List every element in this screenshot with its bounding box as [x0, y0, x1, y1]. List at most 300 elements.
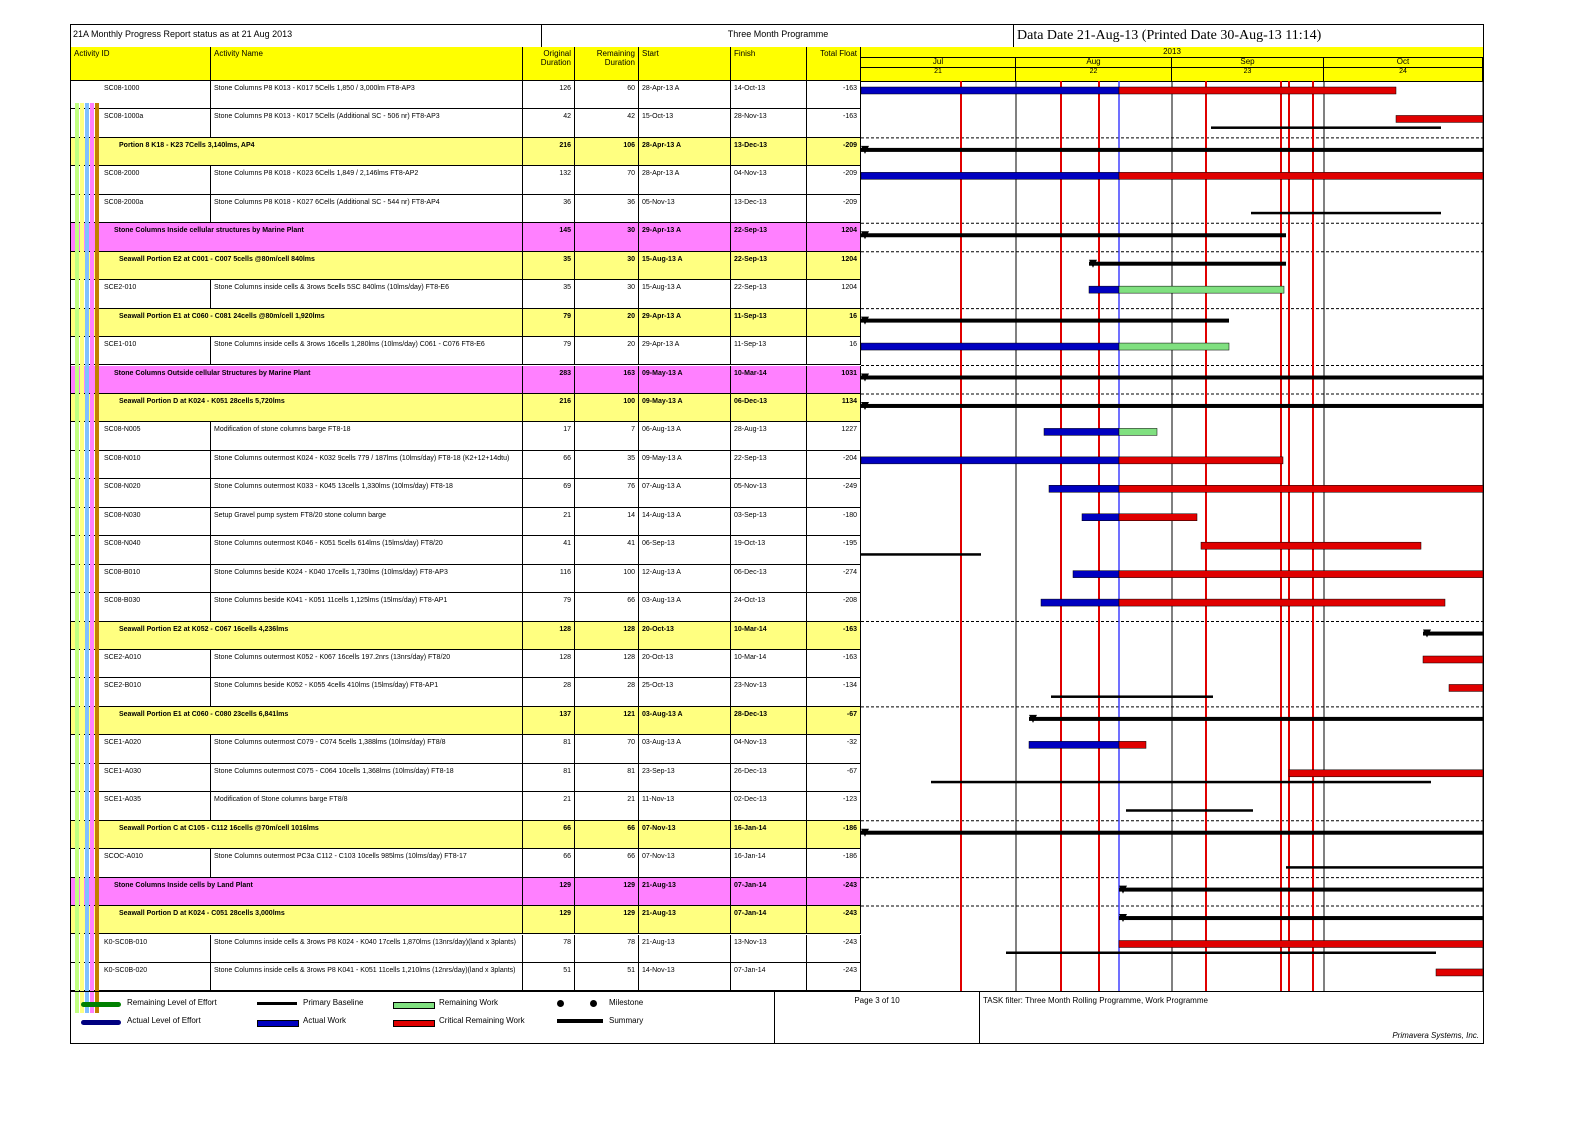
cell-name: Stone Columns beside K052 - K055 4cells 410lms (15lms/day) FT8-AP1 — [211, 678, 523, 705]
cell-name: Modification of stone columns barge FT8-18 — [211, 422, 523, 449]
cell-tf: -163 — [807, 622, 861, 649]
legend-remaining-loe: Remaining Level of Effort — [127, 998, 217, 1007]
cell-od: 21 — [523, 792, 575, 819]
cell-name: Seawall Portion E1 at C060 - C080 23cells 6,841lms — [116, 707, 523, 734]
activity-row[interactable] — [71, 536, 861, 564]
baseline-bar — [931, 781, 1431, 784]
cell-od: 126 — [523, 81, 575, 108]
summary-bar — [861, 148, 1483, 152]
cell-start: 21-Aug-13 — [639, 935, 731, 962]
cell-od: 216 — [523, 138, 575, 165]
critical-remaining-bar — [1119, 485, 1483, 492]
cell-finish: 07-Jan-14 — [731, 963, 807, 990]
cell-od: 81 — [523, 735, 575, 762]
wbs-summary-row[interactable] — [71, 223, 861, 251]
cell-finish: 22-Sep-13 — [731, 280, 807, 307]
cell-rd: 7 — [575, 422, 639, 449]
actual-work-bar — [861, 172, 1119, 179]
remaining-loe-swatch — [81, 1002, 121, 1007]
cell-start: 29-Apr-13 A — [639, 309, 731, 336]
legend-actual-loe: Actual Level of Effort — [127, 1016, 201, 1025]
activity-row[interactable] — [71, 593, 861, 621]
cell-start: 15-Aug-13 A — [639, 252, 731, 279]
activity-row[interactable] — [71, 792, 861, 820]
cell-tf: -243 — [807, 963, 861, 990]
cell-start: 28-Apr-13 A — [639, 138, 731, 165]
cell-od: 128 — [523, 650, 575, 677]
wbs-summary-row[interactable] — [71, 707, 861, 735]
cell-rd: 78 — [575, 935, 639, 962]
cell-start: 29-Apr-13 A — [639, 337, 731, 364]
cell-start: 15-Aug-13 A — [639, 280, 731, 307]
actual-work-bar — [861, 343, 1119, 350]
cell-name: Stone Columns Inside cells by Land Plant — [111, 878, 523, 905]
wbs-summary-row[interactable] — [71, 138, 861, 166]
cell-rd: 51 — [575, 963, 639, 990]
cell-od: 79 — [523, 593, 575, 620]
cell-tf: -249 — [807, 479, 861, 506]
col-header-activity-name[interactable]: Activity Name — [211, 47, 523, 81]
timescale-week: 24 — [1324, 68, 1483, 81]
cell-finish: 11-Sep-13 — [731, 337, 807, 364]
cell-rd: 66 — [575, 849, 639, 876]
wbs-summary-row[interactable] — [71, 622, 861, 650]
activity-row[interactable] — [71, 109, 861, 137]
cell-finish: 16-Jan-14 — [731, 849, 807, 876]
cell-finish: 16-Jan-14 — [731, 821, 807, 848]
cell-tf: 1227 — [807, 422, 861, 449]
cell-name: Setup Gravel pump system FT8/20 stone column barge — [211, 508, 523, 535]
cell-id: K0-SC0B-020 — [101, 963, 211, 990]
cell-od: 36 — [523, 195, 575, 222]
cell-start: 29-Apr-13 A — [639, 223, 731, 250]
baseline-bar — [1286, 866, 1483, 869]
cell-finish: 13-Dec-13 — [731, 138, 807, 165]
cell-rd: 20 — [575, 337, 639, 364]
cell-tf: 1204 — [807, 252, 861, 279]
cell-finish: 24-Oct-13 — [731, 593, 807, 620]
programme-title: Three Month Programme — [543, 25, 1014, 47]
cell-rd: 128 — [575, 650, 639, 677]
timescale-week: 21 — [861, 68, 1016, 81]
cell-tf: 1204 — [807, 280, 861, 307]
legend-actual-work: Actual Work — [303, 1016, 346, 1025]
cell-rd: 129 — [575, 878, 639, 905]
cell-od: 129 — [523, 878, 575, 905]
summary-bar — [1423, 632, 1483, 636]
cell-id: SC08-1000 — [101, 81, 211, 108]
cell-id: SC08-N030 — [101, 508, 211, 535]
cell-name: Stone Columns Outside cellular Structures by Marine Plant — [111, 366, 523, 393]
cell-finish: 11-Sep-13 — [731, 309, 807, 336]
summary-bar — [861, 233, 1286, 237]
cell-tf: -67 — [807, 764, 861, 791]
baseline-swatch — [257, 1002, 297, 1005]
activity-row[interactable] — [71, 451, 861, 479]
activity-row[interactable] — [71, 166, 861, 194]
cell-rd: 41 — [575, 536, 639, 563]
cell-start: 20-Oct-13 — [639, 650, 731, 677]
cell-start: 15-Oct-13 — [639, 109, 731, 136]
cell-od: 79 — [523, 309, 575, 336]
cell-rd: 28 — [575, 678, 639, 705]
critical-remaining-bar — [1119, 741, 1146, 748]
summary-bar — [861, 831, 1483, 835]
remaining-work-bar — [1119, 343, 1229, 350]
cell-rd: 36 — [575, 195, 639, 222]
wbs-summary-row[interactable] — [71, 394, 861, 422]
timescale-month: Oct — [1324, 57, 1483, 68]
cell-finish: 28-Aug-13 — [731, 422, 807, 449]
summary-swatch — [557, 1019, 603, 1023]
cell-start: 14-Nov-13 — [639, 963, 731, 990]
cell-start: 03-Aug-13 A — [639, 735, 731, 762]
cell-id: SC08-N040 — [101, 536, 211, 563]
remaining-work-swatch — [393, 1002, 435, 1009]
cell-od: 51 — [523, 963, 575, 990]
legend-critical-remaining-work: Critical Remaining Work — [439, 1016, 525, 1025]
critical-remaining-bar — [1119, 571, 1483, 578]
cell-start: 09-May-13 A — [639, 394, 731, 421]
cell-finish: 07-Jan-14 — [731, 906, 807, 933]
cell-rd: 30 — [575, 223, 639, 250]
cell-finish: 04-Nov-13 — [731, 735, 807, 762]
cell-id: SCE2-A010 — [101, 650, 211, 677]
cell-start: 11-Nov-13 — [639, 792, 731, 819]
cell-name: Stone Columns outermost C079 - C074 5cells 1,388lms (10lms/day) FT8/8 — [211, 735, 523, 762]
activity-row[interactable] — [71, 280, 861, 308]
milestone-swatch — [557, 1000, 597, 1008]
critical-remaining-bar — [1423, 656, 1483, 663]
cell-id: SCE1-A035 — [101, 792, 211, 819]
cell-finish: 26-Dec-13 — [731, 764, 807, 791]
cell-start: 20-Oct-13 — [639, 622, 731, 649]
cell-tf: -67 — [807, 707, 861, 734]
vendor-label: Primavera Systems, Inc. — [1392, 1031, 1479, 1040]
cell-id: SC08-B010 — [101, 565, 211, 592]
cell-tf: -186 — [807, 821, 861, 848]
cell-od: 66 — [523, 451, 575, 478]
wbs-summary-row[interactable] — [71, 366, 861, 394]
cell-rd: 14 — [575, 508, 639, 535]
cell-tf: -209 — [807, 138, 861, 165]
actual-work-bar — [1041, 599, 1119, 606]
critical-remaining-bar — [1119, 941, 1483, 948]
cell-name: Stone Columns outermost K052 - K067 16cells 197.2nrs (13nrs/day) FT8/20 — [211, 650, 523, 677]
critical-remaining-bar — [1289, 770, 1483, 777]
activity-row[interactable] — [71, 849, 861, 877]
wbs-summary-row[interactable] — [71, 906, 861, 934]
cell-start: 23-Sep-13 — [639, 764, 731, 791]
cell-rd: 70 — [575, 166, 639, 193]
cell-id: SC08-1000a — [101, 109, 211, 136]
summary-bar — [861, 376, 1483, 380]
activity-row[interactable] — [71, 337, 861, 365]
cell-od: 145 — [523, 223, 575, 250]
timescale-month: Jul — [861, 57, 1016, 68]
actual-work-swatch — [257, 1020, 299, 1027]
cell-start: 07-Nov-13 — [639, 821, 731, 848]
timescale-week: 22 — [1016, 68, 1172, 81]
cell-start: 21-Aug-13 — [639, 878, 731, 905]
wbs-summary-row[interactable] — [71, 252, 861, 280]
cell-finish: 04-Nov-13 — [731, 166, 807, 193]
activity-row[interactable] — [71, 508, 861, 536]
activity-row[interactable] — [71, 81, 861, 109]
critical-remaining-bar — [1119, 87, 1396, 94]
baseline-bar — [1126, 809, 1253, 812]
activity-row[interactable] — [71, 565, 861, 593]
cell-tf: -243 — [807, 878, 861, 905]
cell-name: Stone Columns outermost K033 - K045 13cells 1,330lms (10lms/day) FT8-18 — [211, 479, 523, 506]
cell-od: 283 — [523, 366, 575, 393]
cell-start: 28-Apr-13 A — [639, 166, 731, 193]
cell-od: 17 — [523, 422, 575, 449]
cell-tf: -163 — [807, 650, 861, 677]
cell-finish: 10-Mar-14 — [731, 622, 807, 649]
cell-finish: 13-Nov-13 — [731, 935, 807, 962]
cell-od: 42 — [523, 109, 575, 136]
cell-start: 06-Aug-13 A — [639, 422, 731, 449]
baseline-bar — [1211, 126, 1441, 129]
cell-od: 21 — [523, 508, 575, 535]
cell-rd: 100 — [575, 565, 639, 592]
cell-name: Seawall Portion D at K024 - K051 28cells 5,720lms — [116, 394, 523, 421]
cell-tf: 16 — [807, 309, 861, 336]
col-header-original-duration[interactable]: Original Duration — [523, 47, 575, 81]
cell-name: Stone Columns P8 K018 - K027 6Cells (Additional SC - 544 nr) FT8-AP4 — [211, 195, 523, 222]
col-header-remaining-duration[interactable]: Remaining Duration — [575, 47, 639, 81]
timescale-year: 2013 — [861, 47, 1483, 58]
cell-name: Stone Columns outermost K024 - K032 9cells 779 / 187lms (10lms/day) FT8-18 (K2+12+14dtu) — [211, 451, 523, 478]
activity-row[interactable] — [71, 650, 861, 678]
baseline-bar — [1051, 695, 1213, 698]
cell-name: Stone Columns P8 K018 - K023 6Cells 1,849 / 2,146lms FT8-AP2 — [211, 166, 523, 193]
col-header-activity-id[interactable]: Activity ID — [71, 47, 211, 81]
actual-work-bar — [861, 87, 1119, 94]
cell-start: 21-Aug-13 — [639, 906, 731, 933]
cell-finish: 06-Dec-13 — [731, 394, 807, 421]
actual-work-bar — [1073, 571, 1119, 578]
report-sheet — [70, 24, 1484, 1044]
col-header-finish[interactable]: Finish — [731, 47, 807, 81]
cell-rd: 30 — [575, 280, 639, 307]
gantt-bars — [861, 81, 1483, 991]
summary-bar — [1119, 888, 1483, 892]
cell-start: 03-Aug-13 A — [639, 593, 731, 620]
cell-od: 132 — [523, 166, 575, 193]
cell-start: 12-Aug-13 A — [639, 565, 731, 592]
cell-finish: 02-Dec-13 — [731, 792, 807, 819]
cell-start: 05-Nov-13 — [639, 195, 731, 222]
timescale-month: Aug — [1016, 57, 1172, 68]
summary-bar — [1089, 262, 1286, 266]
cell-rd: 163 — [575, 366, 639, 393]
cell-id: SC08-2000 — [101, 166, 211, 193]
cell-finish: 06-Dec-13 — [731, 565, 807, 592]
wbs-level-stripes — [71, 69, 101, 1013]
cell-tf: -243 — [807, 935, 861, 962]
cell-start: 09-May-13 A — [639, 366, 731, 393]
report-status-title: 21A Monthly Progress Report status as at 21 Aug 2013 — [73, 25, 542, 47]
cell-od: 79 — [523, 337, 575, 364]
cell-od: 28 — [523, 678, 575, 705]
cell-od: 216 — [523, 394, 575, 421]
cell-name: Stone Columns inside cells & 3rows P8 K041 - K051 11cells 1,210lms (12nrs/day)(land x 3plants) — [211, 963, 523, 990]
critical-remaining-bar — [1396, 115, 1483, 122]
col-header-start[interactable]: Start — [639, 47, 731, 81]
cell-start: 09-May-13 A — [639, 451, 731, 478]
cell-name: Stone Columns outermost C075 - C064 10cells 1,368lms (10lms/day) FT8-18 — [211, 764, 523, 791]
cell-finish: 03-Sep-13 — [731, 508, 807, 535]
legend-remaining-work: Remaining Work — [439, 998, 498, 1007]
activity-row[interactable] — [71, 678, 861, 706]
cell-rd: 42 — [575, 109, 639, 136]
page-number: Page 3 of 10 — [774, 992, 980, 1044]
critical-remaining-bar — [1119, 172, 1483, 179]
activity-row[interactable] — [71, 935, 861, 963]
activity-row[interactable] — [71, 479, 861, 507]
cell-name: Seawall Portion E2 at K052 - C067 16cells 4,236lms — [116, 622, 523, 649]
legend-primary-baseline: Primary Baseline — [303, 998, 364, 1007]
activity-row[interactable] — [71, 195, 861, 223]
actual-work-bar — [1049, 485, 1119, 492]
cell-rd: 66 — [575, 821, 639, 848]
cell-tf: -274 — [807, 565, 861, 592]
cell-start: 25-Oct-13 — [639, 678, 731, 705]
cell-rd: 21 — [575, 792, 639, 819]
cell-od: 35 — [523, 252, 575, 279]
baseline-bar — [1251, 212, 1441, 215]
cell-od: 128 — [523, 622, 575, 649]
cell-tf: -209 — [807, 166, 861, 193]
cell-rd: 81 — [575, 764, 639, 791]
critical-remaining-bar — [1119, 599, 1445, 606]
cell-tf: -204 — [807, 451, 861, 478]
actual-work-bar — [861, 457, 1119, 464]
cell-name: Stone Columns inside cells & 3rows P8 K024 - K040 17cells 1,870lms (13nrs/day)(land x 3plants) — [211, 935, 523, 962]
cell-name: Seawall Portion C at C105 - C112 16cells @70m/cell 1016lms — [116, 821, 523, 848]
cell-tf: -134 — [807, 678, 861, 705]
cell-od: 66 — [523, 849, 575, 876]
cell-name: Seawall Portion E1 at C060 - C081 24cells @80m/cell 1,920lms — [116, 309, 523, 336]
cell-id: SCE2-B010 — [101, 678, 211, 705]
cell-tf: 16 — [807, 337, 861, 364]
remaining-work-bar — [1119, 428, 1157, 435]
actual-work-bar — [1044, 428, 1119, 435]
legend-milestone: Milestone — [609, 998, 644, 1007]
cell-id: K0-SC0B-010 — [101, 935, 211, 962]
activity-row[interactable] — [71, 735, 861, 763]
cell-rd: 100 — [575, 394, 639, 421]
col-header-total-float[interactable]: Total Float — [807, 47, 861, 81]
activity-row[interactable] — [71, 422, 861, 450]
cell-od: 66 — [523, 821, 575, 848]
cell-start: 28-Apr-13 A — [639, 81, 731, 108]
cell-rd: 106 — [575, 138, 639, 165]
baseline-bar — [861, 553, 981, 556]
cell-start: 03-Aug-13 A — [639, 707, 731, 734]
cell-rd: 20 — [575, 309, 639, 336]
cell-rd: 121 — [575, 707, 639, 734]
cell-finish: 22-Sep-13 — [731, 223, 807, 250]
gantt-chart — [861, 47, 1483, 991]
cell-start: 06-Sep-13 — [639, 536, 731, 563]
cell-id: SCE1-A020 — [101, 735, 211, 762]
critical-remaining-bar — [1436, 969, 1483, 976]
cell-finish: 22-Sep-13 — [731, 451, 807, 478]
actual-work-bar — [1089, 286, 1119, 293]
cell-id: SCE1-A030 — [101, 764, 211, 791]
critical-remaining-bar — [1119, 514, 1197, 521]
cell-finish: 05-Nov-13 — [731, 479, 807, 506]
cell-tf: -208 — [807, 593, 861, 620]
cell-finish: 28-Nov-13 — [731, 109, 807, 136]
cell-tf: -32 — [807, 735, 861, 762]
wbs-summary-row[interactable] — [71, 878, 861, 906]
cell-finish: 23-Nov-13 — [731, 678, 807, 705]
cell-od: 137 — [523, 707, 575, 734]
cell-id: SC08-2000a — [101, 195, 211, 222]
actual-work-bar — [1082, 514, 1119, 521]
cell-tf: -163 — [807, 109, 861, 136]
activity-row[interactable] — [71, 764, 861, 792]
cell-rd: 60 — [575, 81, 639, 108]
cell-finish: 22-Sep-13 — [731, 252, 807, 279]
timescale-header — [861, 47, 1483, 82]
cell-id: SCE2-010 — [101, 280, 211, 307]
cell-name: Stone Columns P8 K013 - K017 5Cells (Additional SC - 506 nr) FT8-AP3 — [211, 109, 523, 136]
cell-id: SCE1-010 — [101, 337, 211, 364]
cell-tf: -186 — [807, 849, 861, 876]
cell-rd: 35 — [575, 451, 639, 478]
cell-rd: 129 — [575, 906, 639, 933]
cell-rd: 30 — [575, 252, 639, 279]
wbs-summary-row[interactable] — [71, 821, 861, 849]
remaining-work-bar — [1119, 286, 1284, 293]
timescale-month: Sep — [1172, 57, 1324, 68]
cell-name: Stone Columns P8 K013 - K017 5Cells 1,850 / 3,000lm FT8-AP3 — [211, 81, 523, 108]
cell-finish: 10-Mar-14 — [731, 366, 807, 393]
cell-name: Stone Columns Inside cellular structures by Marine Plant — [111, 223, 523, 250]
activity-row[interactable] — [71, 963, 861, 991]
cell-tf: 1031 — [807, 366, 861, 393]
critical-work-swatch — [393, 1020, 435, 1027]
cell-tf: -180 — [807, 508, 861, 535]
cell-tf: -123 — [807, 792, 861, 819]
cell-rd: 66 — [575, 593, 639, 620]
project-filter-label: TASK filter: Three Month Rolling Programme, Work Programme — [983, 996, 1208, 1005]
summary-bar — [861, 404, 1483, 408]
cell-tf: -243 — [807, 906, 861, 933]
cell-name: Stone Columns inside cells & 3rows 5cells 5SC 840lms (10lms/day) FT8-E6 — [211, 280, 523, 307]
wbs-summary-row[interactable] — [71, 309, 861, 337]
cell-start: 07-Aug-13 A — [639, 479, 731, 506]
cell-name: Stone Columns beside K024 - K040 17cells 1,730lms (10lms/day) FT8-AP3 — [211, 565, 523, 592]
cell-tf: 1204 — [807, 223, 861, 250]
cell-tf: -163 — [807, 81, 861, 108]
cell-finish: 28-Dec-13 — [731, 707, 807, 734]
cell-name: Stone Columns outermost K046 - K051 5cells 614lms (15lms/day) FT8/20 — [211, 536, 523, 563]
cell-name: Stone Columns beside K041 - K051 11cells 1,125lms (15lms/day) FT8-AP1 — [211, 593, 523, 620]
baseline-bar — [1006, 952, 1436, 955]
cell-id: SC08-B030 — [101, 593, 211, 620]
cell-start: 14-Aug-13 A — [639, 508, 731, 535]
cell-od: 35 — [523, 280, 575, 307]
summary-bar — [1029, 717, 1483, 721]
cell-finish: 07-Jan-14 — [731, 878, 807, 905]
critical-remaining-bar — [1449, 684, 1483, 691]
